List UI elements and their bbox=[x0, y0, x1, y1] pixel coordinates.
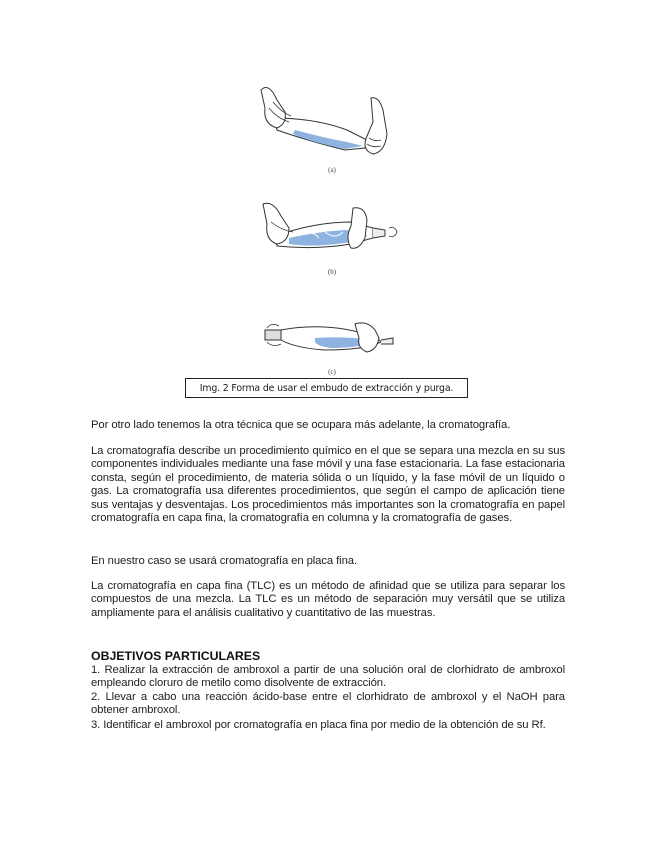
objective-item-3: 3. Identificar el ambroxol por cromatografía en placa fina por medio de la obtención de su Rf. bbox=[91, 719, 546, 731]
paragraph-tlc: La cromatografía en capa fina (TLC) es un método de afinidad que se utiliza para separar los compuestos de una mezcla. La TLC es un método de separación muy versátil que se utiliza ampliamente para el análisis cualitativo y cuantitativo de las muestras. bbox=[91, 580, 565, 619]
objective-item-2: 2. Llevar a cabo una reacción ácido-base entre el clorhidrato de ambroxol y el NaOH para obtener ambroxol. bbox=[91, 691, 565, 717]
figure-label-a: (a) bbox=[328, 166, 336, 174]
figure-label-b: (b) bbox=[327, 268, 337, 276]
funnel-figure-c bbox=[255, 308, 405, 368]
funnel-figure-a bbox=[255, 78, 405, 163]
paragraph-chromatography: La cromatografía describe un procedimiento químico en el que se separa una mezcla en su sus componentes individuales mediante una fase móvil y una fase estacionaria. La fase estacionaria consta, según el procedimiento, de materia sólida o un líquido, y la fase móvil de un líquido o gas. La cromatografía usa diferentes procedimientos, que según el campo de aplicación tiene sus ventajas y desventajas. Los procedimientos más importantes son la cromatografía en papel cromatografía en capa fina, la cromatografía en columna y la cromatografía de gases. bbox=[91, 445, 565, 525]
objective-item-1: 1. Realizar la extracción de ambroxol a partir de una solución oral de clorhidrato de ambroxol empleando cloruro de metilo como disolvente de extracción. bbox=[91, 664, 565, 690]
figure-caption: Img. 2 Forma de usar el embudo de extracción y purga. bbox=[185, 378, 468, 398]
paragraph-our-case: En nuestro caso se usará cromatografía en placa fina. bbox=[91, 555, 357, 567]
objectives-heading: OBJETIVOS PARTICULARES bbox=[91, 649, 261, 663]
paragraph-intro: Por otro lado tenemos la otra técnica que se ocupara más adelante, la cromatografía. bbox=[91, 419, 511, 431]
funnel-figure-b bbox=[255, 198, 405, 268]
figure-label-c: (c) bbox=[328, 368, 336, 376]
